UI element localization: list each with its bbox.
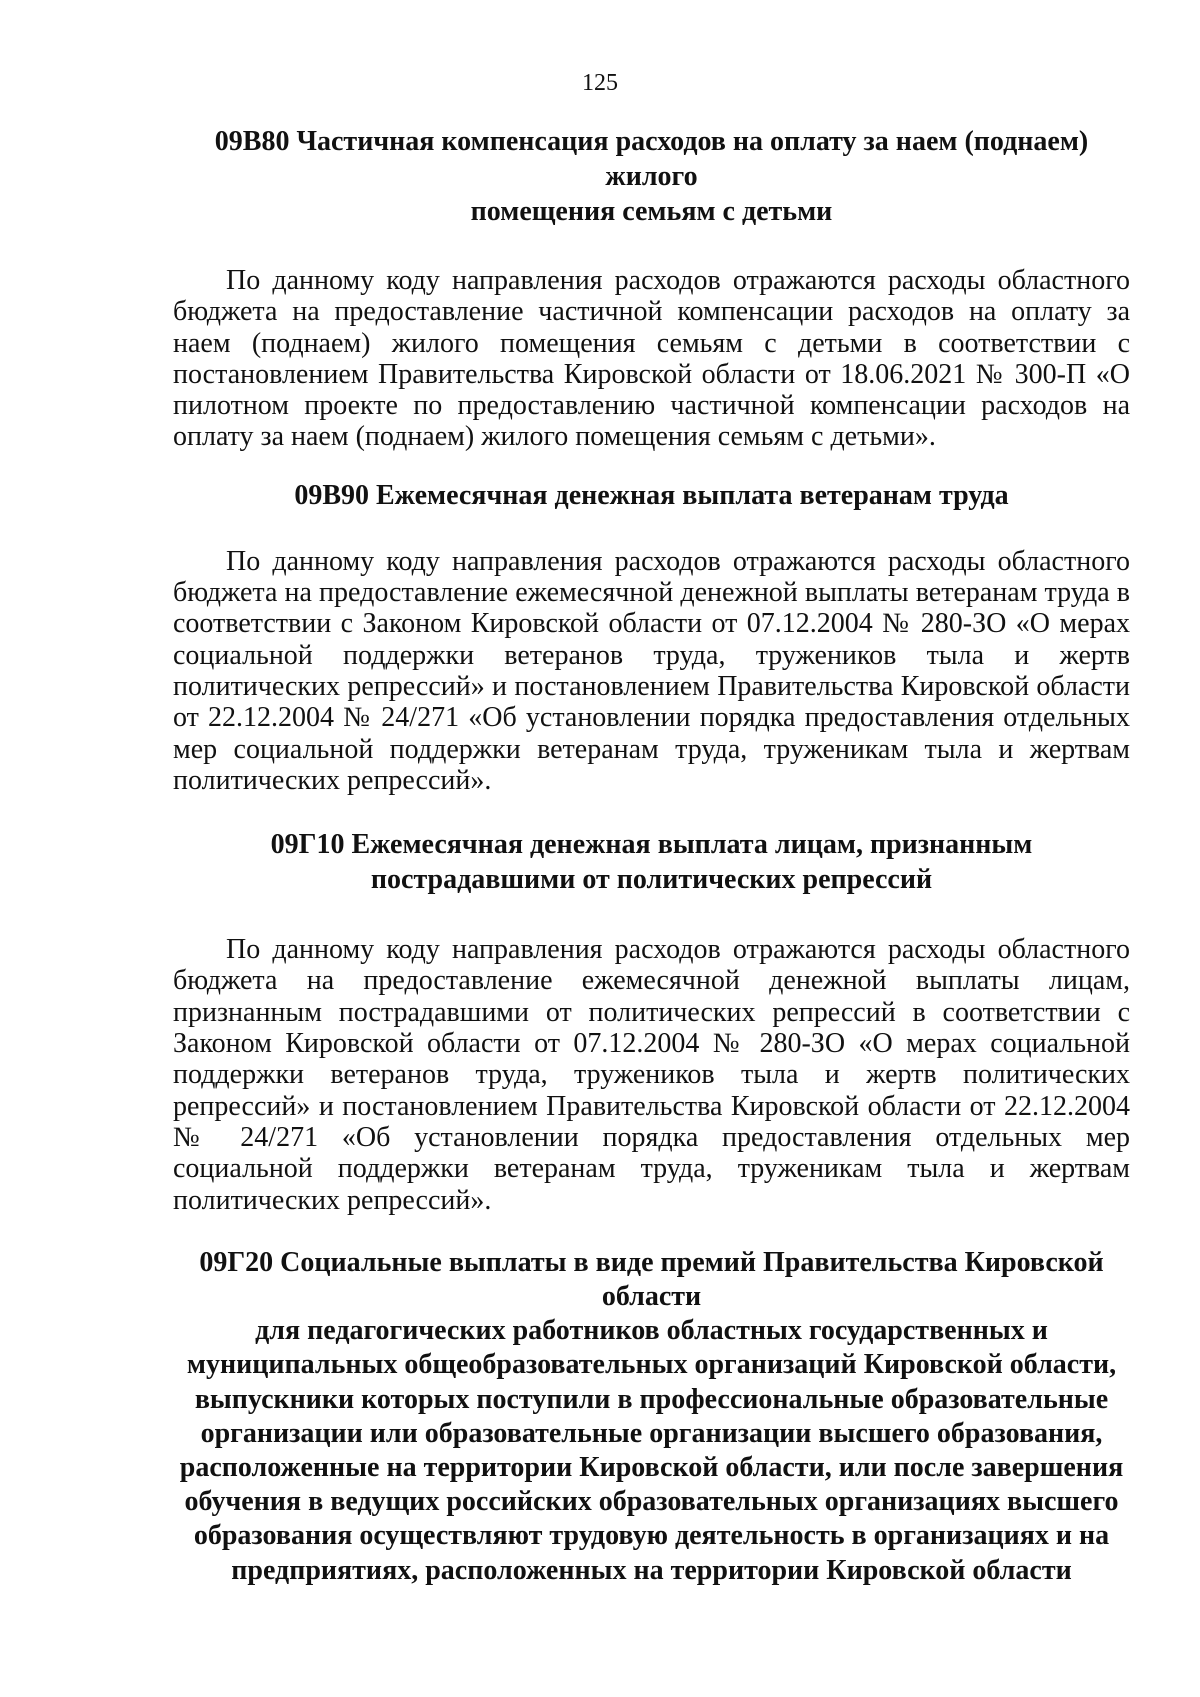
heading-line: образования осуществляют трудовую деятельность в организациях и на (193, 1520, 1110, 1552)
heading-line: организации или образовательные организации высшего образования, (200, 1417, 1103, 1449)
heading-line: 09В90 Ежемесячная денежная выплата ветеранам труда (294, 479, 1009, 511)
heading-line: муниципальных общеобразовательных организаций Кировской области, (186, 1349, 1117, 1381)
heading-line: помещения семьям с детьми (470, 196, 833, 227)
section-heading-09g20 (173, 1246, 1130, 1588)
section-heading-09v90 (173, 478, 1130, 513)
heading-line: 09В80 Частичная компенсация расходов на оплату за наем (поднаем) жилого (214, 126, 1089, 192)
heading-line: предприятиях, расположенных на территории Кировской области (231, 1554, 1072, 1586)
heading-line: обучения в ведущих российских образовательных организациях высшего (184, 1486, 1119, 1518)
section-heading-09g10 (173, 827, 1130, 897)
heading-line: 09Г20 Социальные выплаты в виде премий Правительства Кировской области (199, 1246, 1104, 1313)
heading-line: расположенные на территории Кировской области, или после завершения (179, 1452, 1124, 1484)
section-paragraph-09v80: По данному коду направления расходов отражаются расходы областного бюджета на предоставление частичной компенсации расходов на оплату за наем (поднаем) жилого помещения семьям с детьми в соответствии с постановлением Правительства Кировской области от 18.06.2021 № 300-П «О пилотном проекте по предоставлению частичной компенсации расходов на оплату за наем (поднаем) жилого помещения семьям с детьми». (173, 265, 1130, 453)
section-heading-09v80 (173, 124, 1130, 229)
section-paragraph-09v90: По данному коду направления расходов отражаются расходы областного бюджета на предоставление ежемесячной денежной выплаты ветеранам труда в соответствии с Законом Кировской области от 07.12.2004 № 280-ЗО «О мерах социальной поддержки ветеранов труда, тружеников тыла и жертв политических репрессий» и постановлением Правительства Кировской области от 22.12.2004 № 24/271 «Об установлении порядка предоставления отдельных мер социальной поддержки ветеранам труда, труженикам тыла и жертвам политических репрессий». (173, 545, 1130, 796)
heading-line: пострадавшими от политических репрессий (370, 864, 933, 896)
document-body (173, 124, 1130, 1588)
section-paragraph-09g10: По данному коду направления расходов отражаются расходы областного бюджета на предоставление ежемесячной денежной выплаты лицам, признанным пострадавшими от политических репрессий в соответствии с Законом Кировской области от 07.12.2004 № 280-ЗО «О мерах социальной поддержки ветеранов труда, тружеников тыла и жертв политических репрессий» и постановлением Правительства Кировской области от 22.12.2004 № 24/271 «Об установлении порядка предоставления отдельных мер социальной поддержки ветеранам труда, труженикам тыла и жертвам политических репрессий». (173, 934, 1130, 1216)
heading-line: выпускники которых поступили в профессиональные образовательные (194, 1383, 1109, 1415)
heading-line: 09Г10 Ежемесячная денежная выплата лицам, признанным (270, 829, 1033, 861)
page-number: 125 (582, 70, 618, 96)
heading-line: для педагогических работников областных государственных и (255, 1315, 1048, 1347)
